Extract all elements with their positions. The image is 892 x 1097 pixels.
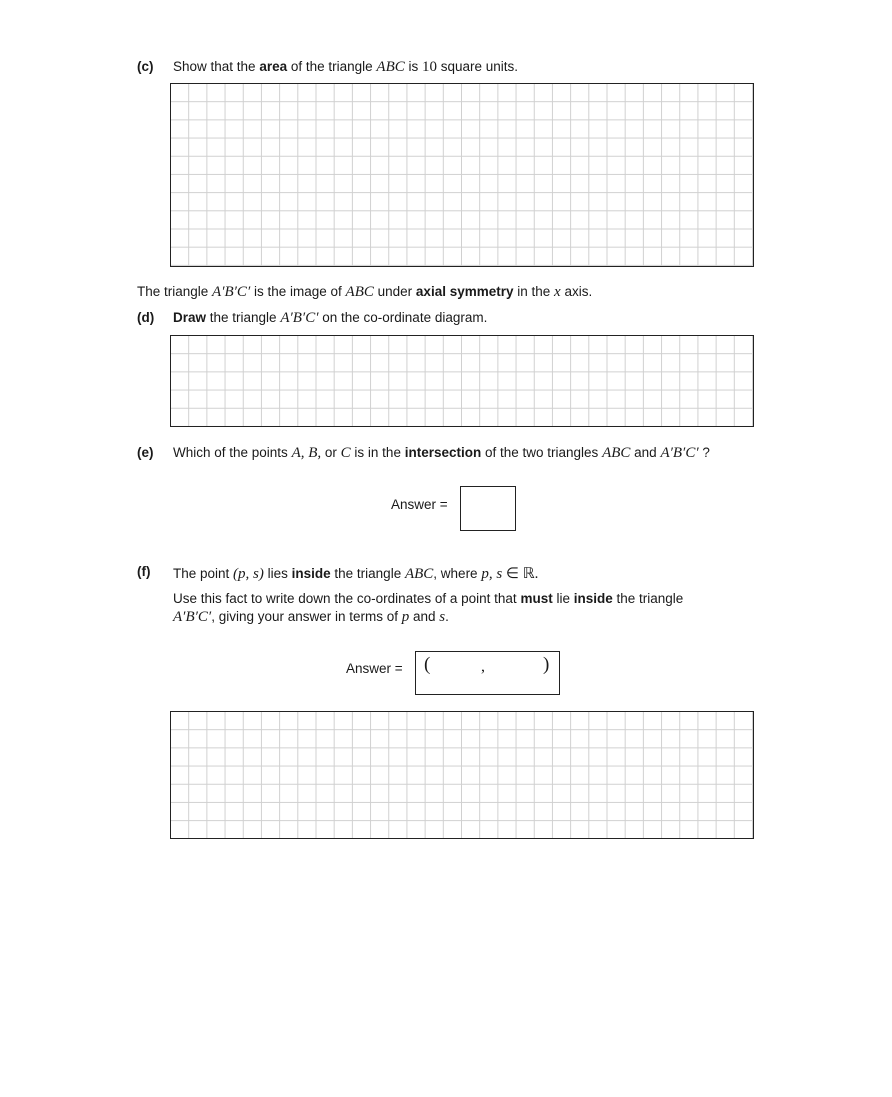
close-paren: ) (543, 654, 550, 675)
part-f-answer-label: Answer = (346, 661, 403, 676)
part-c-text: square units. (437, 59, 519, 74)
part-e-text: and (630, 445, 661, 460)
part-f-text: and (409, 609, 440, 624)
part-c-math: ABC (376, 59, 405, 75)
part-e-math: ABC (602, 445, 631, 461)
part-e-question (173, 445, 710, 462)
intro-statement (137, 284, 592, 301)
part-f-text: Use this fact to write down the co-ordinates of a point that (173, 591, 521, 606)
part-c-label: (c) (137, 59, 154, 74)
open-paren: ( (424, 654, 431, 675)
intro-text: is the image of (250, 284, 346, 299)
part-f-text: , giving your answer in terms of (211, 609, 402, 624)
part-f-text: , where (433, 566, 482, 581)
part-f-answer-box[interactable] (415, 651, 560, 695)
part-f-math: A′B′C′ (173, 609, 212, 625)
part-e-math: A′B′C′ (660, 445, 699, 461)
part-d-math: A′B′C′ (280, 310, 319, 326)
comma: , (481, 658, 485, 675)
intro-math: A′B′C′ (212, 284, 251, 300)
part-e-text: of the two triangles (481, 445, 603, 460)
part-f-text: the triangle (330, 566, 405, 581)
part-f-bold: inside (291, 566, 331, 581)
part-e-text: or (321, 445, 341, 460)
part-f-math: p (401, 609, 410, 625)
part-f-workspace-grid[interactable] (170, 711, 754, 839)
part-f-text: lie (552, 591, 574, 606)
part-c-question (173, 59, 518, 76)
intro-text: in the (513, 284, 555, 299)
intro-bold: axial symmetry (415, 284, 514, 299)
part-c-text: is (404, 59, 423, 74)
part-d-workspace-grid[interactable] (170, 335, 754, 427)
part-c-text: of the triangle (287, 59, 377, 74)
part-d-bold: Draw (173, 310, 207, 325)
part-e-text: is in the (350, 445, 405, 460)
part-e-bold: intersection (404, 445, 482, 460)
part-f-line-1 (173, 564, 538, 583)
part-f-text: The point (173, 566, 234, 581)
part-e-text: ? (698, 445, 710, 460)
part-f-bold: must (520, 591, 553, 606)
part-f-text: lies (263, 566, 292, 581)
part-e-answer-box[interactable] (460, 486, 516, 531)
part-c-number: 10 (422, 59, 438, 75)
part-d-question (173, 310, 487, 327)
part-f-label: (f) (137, 564, 151, 579)
part-f-math: p, s (481, 566, 503, 582)
part-f-math: (p, s) (233, 566, 264, 582)
part-e-label: (e) (137, 445, 154, 460)
intro-text: The triangle (137, 284, 213, 299)
part-f-bold: inside (573, 591, 613, 606)
part-d-text: on the co-ordinate diagram. (318, 310, 488, 325)
part-c-bold: area (259, 59, 288, 74)
part-e-math: C (340, 445, 351, 461)
part-d-text: the triangle (206, 310, 281, 325)
part-e-answer-label: Answer = (391, 497, 448, 512)
intro-math: x (554, 284, 561, 300)
part-f-math: ∈ ℝ. (502, 566, 539, 582)
part-f-line-2 (173, 591, 683, 606)
part-f-text: . (445, 609, 449, 624)
part-f-math: ABC (404, 566, 434, 582)
part-e-text: Which of the points (173, 445, 292, 460)
part-f-math: s (439, 609, 446, 625)
part-c-workspace-grid[interactable] (170, 83, 754, 267)
part-f-text: the triangle (612, 591, 684, 606)
part-c-text: Show that the (173, 59, 260, 74)
intro-text: axis. (560, 284, 593, 299)
part-e-math: A, B, (291, 445, 322, 461)
part-d-label: (d) (137, 310, 155, 325)
part-f-line-3 (173, 609, 449, 626)
intro-math: ABC (345, 284, 374, 300)
intro-text: under (373, 284, 416, 299)
